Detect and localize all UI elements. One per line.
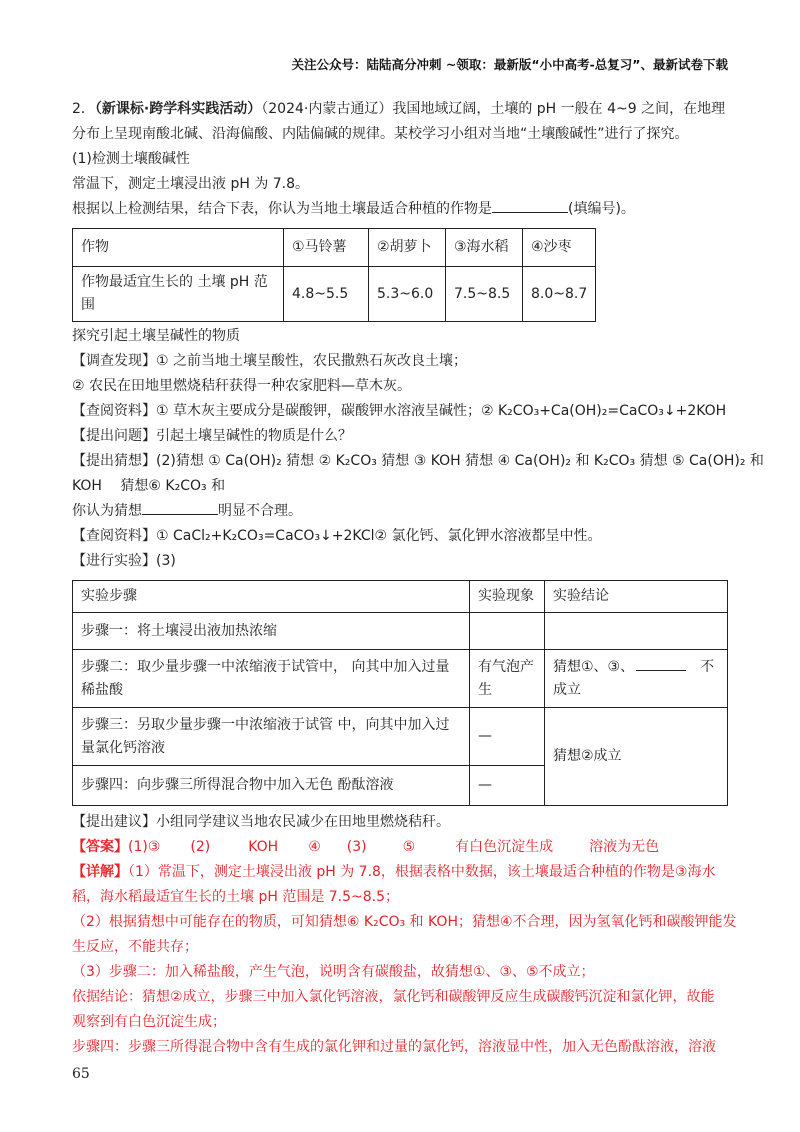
answer-blank-3[interactable]	[636, 656, 686, 671]
table-cell: 7.5~8.5	[446, 267, 523, 322]
table-row	[73, 581, 728, 613]
table-header-cell: ③海水稻	[446, 229, 523, 267]
table-cell: 步骤二：取少量步骤一中浓缩液于试管中， 向其中加入过量稀盐酸	[73, 650, 470, 708]
question-line-4: 常温下，测定土壤浸出液 pH 为 7.8。	[72, 176, 310, 192]
inquiry-line	[72, 499, 732, 524]
table-cell: 步骤一：将土壤浸出液加热浓缩	[73, 613, 470, 650]
inquiry-line: 【查阅资料】① 草木灰主要成分是碳酸钾，碳酸钾水溶液呈碱性；② K₂CO₃+Ca(OH)₂=CaCO₃↓+2KOH	[72, 403, 727, 419]
page-header: 关注公众号：陆陆高分冲刺 ~领取：最新版“小中高考-总复习”、最新试卷下载	[291, 57, 728, 72]
detail-line: 生反应，不能共存；	[72, 939, 198, 955]
answer-blank-1[interactable]	[492, 198, 568, 213]
conclusion-text: 猜想①、③、	[553, 658, 635, 675]
answer-part: (2)	[190, 839, 211, 855]
table-header-cell: 实验结论	[545, 581, 728, 613]
table-cell: —	[470, 708, 545, 766]
detail-line: 观察到有白色沉淀生成；	[72, 1014, 226, 1030]
detail-text: （1）常温下，测定土壤浸出液 pH 为 7.8，根据表格中数据，该土壤最适合种植的作物是③海水	[128, 864, 716, 880]
table-header-cell: ②胡萝卜	[369, 229, 446, 267]
guess-prompt: 你认为猜想	[72, 503, 142, 519]
table-cell: 4.8~5.5	[284, 267, 369, 322]
inquiry-line: 【提出问题】引起土壤呈碱性的物质是什么？	[72, 428, 352, 444]
table-row	[73, 267, 596, 322]
question-number: 2．	[72, 101, 95, 117]
table-cell: 5.3~6.0	[369, 267, 446, 322]
table-row	[73, 650, 728, 708]
inquiry-line: 【调查发现】① 之前当地土壤呈酸性，农民撒熟石灰改良土壤；	[72, 353, 467, 369]
answer-part: (3)	[346, 839, 367, 855]
table-cell: 步骤三：另取少量步骤一中浓缩液于试管 中，向其中加入过量氯化钙溶液	[73, 708, 470, 766]
answer-label: 【答案】	[72, 839, 128, 855]
experiment-table	[72, 580, 728, 806]
conclusion-suffix: 不成立	[553, 658, 715, 698]
question-line-2: 分布上呈现南酸北碱、沿海偏酸、内陆偏碱的规律。某校学习小组对当地“土壤酸碱性”进行了探究。	[72, 126, 689, 142]
inquiry-line: KOH 猜想⑥ K₂CO₃ 和	[72, 478, 226, 494]
answer-blank-2[interactable]	[142, 500, 218, 515]
inquiry-line: 【进行实验】(3)	[72, 553, 176, 569]
table-cell: —	[470, 766, 545, 806]
suggestion-line: 【提出建议】小组同学建议当地农民减少在田地里燃烧秸秆。	[72, 814, 450, 830]
table-header-cell: 实验步骤	[73, 581, 470, 613]
detail-line: 步骤四：步骤三所得混合物中含有生成的氯化钾和过量的氯化钙，溶液显中性，加入无色酚酞溶液，溶液	[72, 1039, 716, 1055]
question-tag: （新课标·跨学科实践活动）	[94, 101, 262, 117]
table-row	[73, 708, 728, 766]
inquiry-line: ② 农民在田地里燃烧秸秆获得一种农家肥料—草木灰。	[72, 378, 411, 394]
answer-part: ④	[308, 839, 321, 855]
table-cell: 8.0~8.7	[523, 267, 596, 322]
table-header-cell: 实验现象	[470, 581, 545, 613]
table-cell	[470, 613, 545, 650]
table-row	[73, 613, 728, 650]
inquiry-line: 探究引起土壤呈碱性的物质	[72, 328, 240, 344]
answer-part: ⑤	[402, 839, 416, 855]
question-line-3: (1)检测土壤酸碱性	[72, 151, 190, 167]
table-row	[73, 229, 596, 267]
table-cell	[545, 650, 728, 708]
page-number: 65	[72, 1066, 90, 1082]
detail-line	[72, 860, 732, 885]
table-header-cell: ④沙枣	[523, 229, 596, 267]
inquiry-line: 【提出猜想】(2)猜想 ① Ca(OH)₂ 猜想 ② K₂CO₃ 猜想 ③ KOH 猜想 ④ Ca(OH)₂ 和 K₂CO₃ 猜想 ⑤ Ca(OH)₂ 和	[72, 453, 764, 469]
question-content	[72, 97, 764, 1060]
question-prompt: 根据以上检测结果，结合下表，你认为当地土壤最适合种植的作物是	[72, 201, 492, 217]
crop-ph-table	[72, 228, 596, 322]
answer-part: (1)③	[128, 839, 161, 855]
detail-line: 依据结论：猜想②成立，步骤三中加入氯化钙溶液，氯化钙和碳酸钾反应生成碳酸钙沉淀和氯化钾，故能	[72, 989, 715, 1005]
answer-part: 有白色沉淀生成	[455, 839, 554, 855]
detail-line: （3）步骤二：加入稀盐酸，产生气泡，说明含有碳酸盐，故猜想①、③、⑤不成立；	[72, 964, 595, 980]
detail-label: 【详解】	[72, 864, 128, 880]
inquiry-line: 【查阅资料】① CaCl₂+K₂CO₃=CaCO₃↓+2KCl② 氯化钙、氯化钾水溶液都呈中性。	[72, 528, 602, 544]
guess-suffix: 明显不合理。	[218, 503, 302, 519]
question-suffix: (填编号)。	[568, 201, 635, 217]
answer-part: KOH	[248, 839, 279, 855]
table-cell: 作物最适宜生长的 土壤 pH 范围	[73, 267, 284, 322]
question-line-5	[72, 197, 732, 222]
table-cell: 步骤四：向步骤三所得混合物中加入无色 酚酞溶液	[73, 766, 470, 806]
detail-line: 稻，海水稻最适宜生长的土壤 pH 范围是 7.5~8.5；	[72, 889, 400, 905]
table-cell	[545, 613, 728, 650]
table-header-cell: 作物	[73, 229, 284, 267]
table-cell: 猜想②成立	[545, 708, 728, 806]
question-intro: （2024·内蒙古通辽）我国地域辽阔，土壤的 pH 一般在 4~9 之间，在地理	[261, 101, 726, 117]
answer-line	[72, 835, 732, 860]
answer-part: 溶液为无色	[589, 839, 660, 855]
table-cell: 有气泡产生	[470, 650, 545, 708]
table-header-cell: ①马铃薯	[284, 229, 369, 267]
detail-line: （2）根据猜想中可能存在的物质，可知猜想⑥ K₂CO₃ 和 KOH；猜想④不合理，因为氢氧化钙和碳酸钾能发	[72, 914, 737, 930]
question-line-1	[72, 97, 732, 122]
